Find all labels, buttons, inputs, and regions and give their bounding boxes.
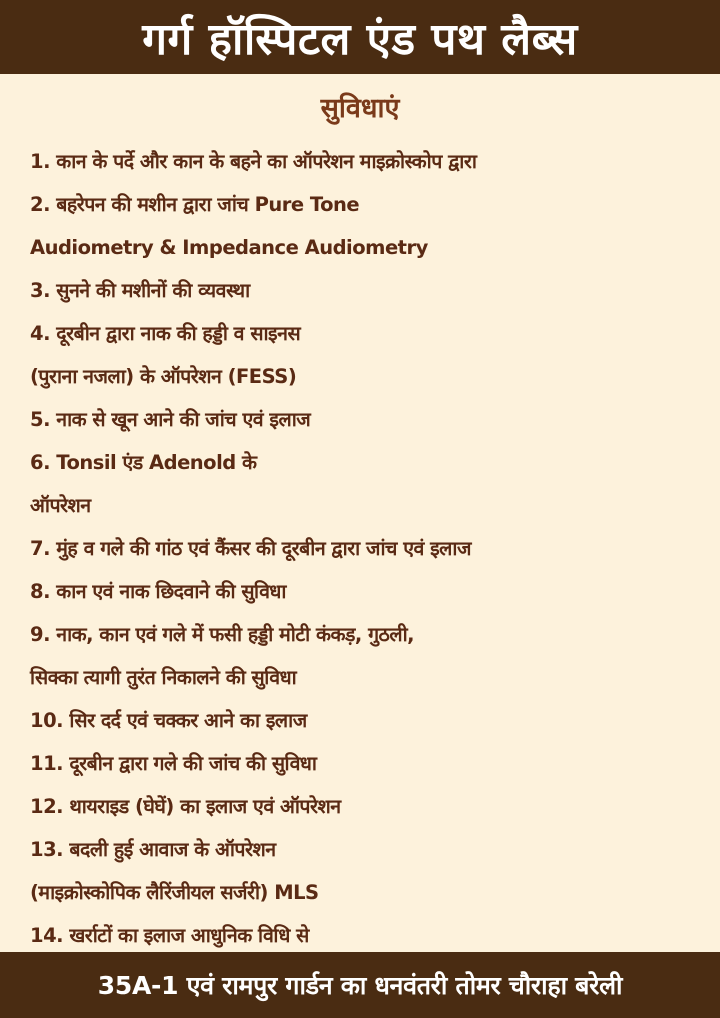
facility-line: 10. सिर दर्द एवं चक्कर आने का इलाज xyxy=(30,709,307,732)
facility-line: Audiometry & Impedance Audiometry xyxy=(30,236,428,259)
facility-line: 12. थायराइड (घेघें) का इलाज एवं ऑपरेशन xyxy=(30,795,341,818)
hospital-name: गर्ग हॉस्पिटल एंड पथ लैब्स xyxy=(142,14,578,65)
facility-line: 5. नाक से खून आने की जांच एवं इलाज xyxy=(30,408,311,431)
facility-line: 3. सुनने की मशीनों की व्यवस्था xyxy=(30,279,250,302)
facility-line: 1. कान के पर्दे और कान के बहने का ऑपरेशन माइक्रोस्कोप द्वारा xyxy=(30,150,477,173)
facility-line: सिक्का त्यागी तुरंत निकालने की सुविधा xyxy=(30,666,297,689)
facility-line: 9. नाक, कान एवं गले में फसी हड्डी मोटी कंकड़, गुठली, xyxy=(30,623,415,646)
facilities-list xyxy=(30,140,710,957)
facility-line: 4. दूरबीन द्वारा नाक की हड्डी व साइनस xyxy=(30,322,301,345)
facility-line: 6. Tonsil एंड Adenold के xyxy=(30,451,257,474)
header-banner xyxy=(0,0,720,74)
facility-line: 14. खर्राटों का इलाज आधुनिक विधि से xyxy=(30,924,309,947)
facility-line: (पुराना नजला) के ऑपरेशन (FESS) xyxy=(30,365,297,388)
facility-line: ऑपरेशन xyxy=(30,494,91,517)
facility-line: 11. दूरबीन द्वारा गले की जांच की सुविधा xyxy=(30,752,317,775)
facility-line: 8. कान एवं नाक छिदवाने की सुविधा xyxy=(30,580,286,603)
facility-line: (माइक्रोस्कोपिक लैरिंजीयल सर्जरी) MLS xyxy=(30,881,319,904)
footer-banner xyxy=(0,952,720,1018)
facility-line: 7. मुंह व गले की गांठ एवं कैंसर की दूरबीन द्वारा जांच एवं इलाज xyxy=(30,537,471,560)
address-text: 35A-1 एवं रामपुर गार्डन का धनवंतरी तोमर चौराहा बरेली xyxy=(97,971,623,1000)
facility-line: 2. बहरेपन की मशीन द्वारा जांच Pure Tone xyxy=(30,193,360,216)
section-title: सुविधाएं xyxy=(320,93,400,124)
facilities-panel xyxy=(0,74,720,952)
facility-line: 13. बदली हुई आवाज के ऑपरेशन xyxy=(30,838,276,861)
